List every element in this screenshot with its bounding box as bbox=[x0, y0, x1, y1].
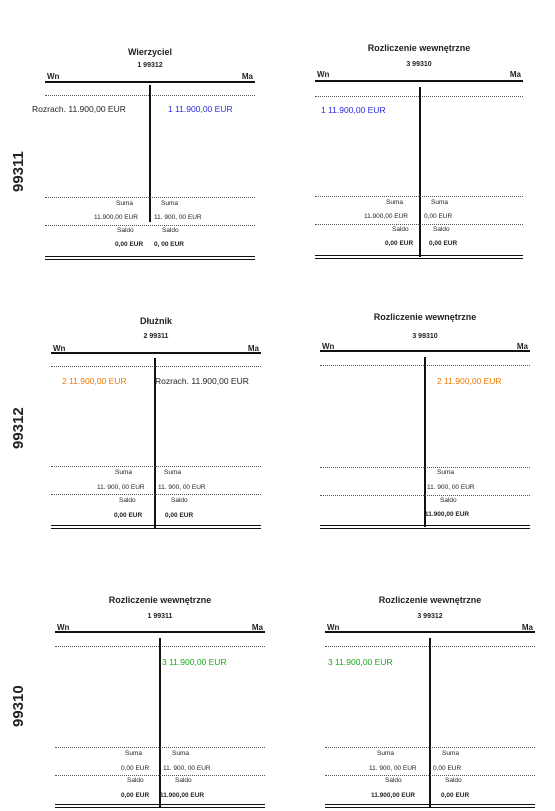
suma-label: Suma bbox=[161, 200, 178, 207]
suma-label: Suma bbox=[377, 750, 394, 757]
wn-label: Wn bbox=[322, 342, 335, 351]
left-suma: 11.900,00 EUR bbox=[364, 213, 408, 220]
wn-label: Wn bbox=[317, 70, 330, 79]
saldo-label: Saldo bbox=[171, 497, 188, 504]
right-saldo: 11.900,00 EUR bbox=[160, 792, 205, 799]
divider bbox=[325, 747, 535, 748]
divider bbox=[55, 747, 265, 748]
left-suma: 0,00 EUR bbox=[121, 765, 150, 772]
ma-label: Ma bbox=[509, 70, 521, 79]
account-number: 1 99311 bbox=[147, 613, 173, 620]
right-suma: 11. 900, 00 EUR bbox=[427, 484, 475, 491]
left-saldo: 0,00 EUR bbox=[121, 792, 150, 799]
divider bbox=[51, 366, 261, 367]
t-vertical-line bbox=[159, 638, 161, 808]
credit-entry: Rozrach. 11.900,00 EUR bbox=[155, 376, 249, 386]
credit-entry: 2 11.900,00 EUR bbox=[437, 376, 502, 386]
saldo-label: Saldo bbox=[162, 227, 179, 234]
debit-entry: 1 11.900,00 EUR bbox=[321, 105, 386, 115]
account-number: 3 99312 bbox=[417, 613, 443, 620]
saldo-label: Saldo bbox=[175, 777, 192, 784]
credit-entry: 1 11.900,00 EUR bbox=[168, 104, 233, 114]
account-title: Dłużnik bbox=[139, 316, 172, 326]
ma-label: Ma bbox=[247, 344, 259, 353]
saldo-label: Saldo bbox=[127, 777, 144, 784]
t-account-rozliczenie-wewnetrzne bbox=[320, 312, 530, 522]
suma-label: Suma bbox=[164, 469, 181, 476]
right-saldo: 0,00 EUR bbox=[429, 240, 458, 247]
right-saldo: 0,00 EUR bbox=[441, 792, 470, 799]
left-saldo: 11.900,00 EUR bbox=[371, 792, 416, 799]
debit-entry: 2 11.900,00 EUR bbox=[62, 376, 127, 386]
right-suma: 11. 900, 00 EUR bbox=[154, 214, 202, 221]
ma-label: Ma bbox=[521, 623, 533, 632]
suma-label: Suma bbox=[442, 750, 459, 757]
ma-label: Ma bbox=[251, 623, 263, 632]
row-label-99312: 99312 bbox=[10, 407, 27, 449]
wn-label: Wn bbox=[327, 623, 340, 632]
credit-entry: 3 11.900,00 EUR bbox=[162, 657, 227, 667]
header-line bbox=[320, 350, 530, 352]
saldo-label: Saldo bbox=[440, 497, 457, 504]
saldo-label: Saldo bbox=[445, 777, 462, 784]
saldo-label: Saldo bbox=[117, 227, 134, 234]
right-suma: 0,00 EUR bbox=[424, 213, 453, 220]
header-line bbox=[51, 352, 261, 354]
closing-double-line bbox=[315, 255, 523, 259]
t-account-rozliczenie-wewnetrzne bbox=[325, 595, 535, 805]
account-number: 2 99311 bbox=[143, 333, 169, 340]
right-saldo: 0, 00 EUR bbox=[154, 241, 184, 248]
suma-label: Suma bbox=[386, 199, 403, 206]
closing-double-line bbox=[55, 804, 265, 808]
header-line bbox=[325, 631, 535, 633]
right-saldo: 0,00 EUR bbox=[165, 512, 194, 519]
t-account-rozliczenie-wewnetrzne bbox=[315, 43, 523, 253]
ma-label: Ma bbox=[241, 72, 253, 81]
saldo-label: Saldo bbox=[385, 777, 402, 784]
closing-double-line bbox=[45, 256, 255, 260]
debit-entry: 3 11.900,00 EUR bbox=[328, 657, 393, 667]
t-account-rozliczenie-wewnetrzne bbox=[55, 595, 265, 805]
t-account-dluznik bbox=[51, 316, 261, 526]
header-line bbox=[55, 631, 265, 633]
header-line bbox=[45, 81, 255, 83]
closing-double-line bbox=[51, 525, 261, 529]
saldo-label: Saldo bbox=[433, 226, 450, 233]
divider bbox=[45, 197, 255, 198]
left-saldo: 0,00 EUR bbox=[385, 240, 414, 247]
divider bbox=[51, 494, 261, 495]
suma-label: Suma bbox=[115, 469, 132, 476]
left-suma: 11.900,00 EUR bbox=[94, 214, 138, 221]
divider bbox=[55, 775, 265, 776]
account-title: Wierzyciel bbox=[128, 47, 172, 57]
wn-label: Wn bbox=[47, 72, 60, 81]
right-suma: 0,00 EUR bbox=[433, 765, 462, 772]
header-line bbox=[315, 80, 523, 82]
saldo-label: Saldo bbox=[392, 226, 409, 233]
ma-label: Ma bbox=[516, 342, 528, 351]
t-vertical-line bbox=[419, 87, 421, 257]
divider bbox=[325, 775, 535, 776]
account-title: Rozliczenie wewnętrzne bbox=[108, 595, 212, 605]
left-suma: 11. 900, 00 EUR bbox=[97, 484, 145, 491]
right-saldo: 11.900,00 EUR bbox=[425, 511, 470, 518]
account-title: Rozliczenie wewnętrzne bbox=[367, 43, 471, 53]
right-suma: 11. 900, 00 EUR bbox=[163, 765, 211, 772]
left-suma: 11. 900, 00 EUR bbox=[369, 765, 417, 772]
t-vertical-line bbox=[149, 85, 151, 222]
suma-label: Suma bbox=[116, 200, 133, 207]
wn-label: Wn bbox=[53, 344, 66, 353]
divider bbox=[320, 467, 530, 468]
divider bbox=[45, 225, 255, 226]
suma-label: Suma bbox=[437, 469, 454, 476]
suma-label: Suma bbox=[125, 750, 142, 757]
wn-label: Wn bbox=[57, 623, 70, 632]
left-saldo: 0,00 EUR bbox=[115, 241, 144, 248]
divider bbox=[315, 224, 523, 225]
suma-label: Suma bbox=[431, 199, 448, 206]
t-vertical-line bbox=[424, 357, 426, 527]
debit-entry: Rozrach. 11.900,00 EUR bbox=[32, 104, 126, 114]
account-number: 1 99312 bbox=[137, 62, 163, 69]
closing-double-line bbox=[325, 804, 535, 808]
t-account-wierzyciel bbox=[32, 47, 255, 257]
account-number: 3 99310 bbox=[412, 333, 438, 340]
row-label-99310: 99310 bbox=[10, 685, 27, 727]
account-title: Rozliczenie wewnętrzne bbox=[378, 595, 482, 605]
right-suma: 11. 900, 00 EUR bbox=[158, 484, 206, 491]
account-number: 3 99310 bbox=[406, 61, 432, 68]
suma-label: Suma bbox=[172, 750, 189, 757]
divider bbox=[315, 196, 523, 197]
divider bbox=[51, 466, 261, 467]
divider bbox=[320, 495, 530, 496]
t-vertical-line bbox=[429, 638, 431, 808]
saldo-label: Saldo bbox=[119, 497, 136, 504]
row-label-99311: 99311 bbox=[10, 151, 27, 192]
closing-double-line bbox=[320, 525, 530, 529]
account-title: Rozliczenie wewnętrzne bbox=[373, 312, 477, 322]
left-saldo: 0,00 EUR bbox=[114, 512, 143, 519]
